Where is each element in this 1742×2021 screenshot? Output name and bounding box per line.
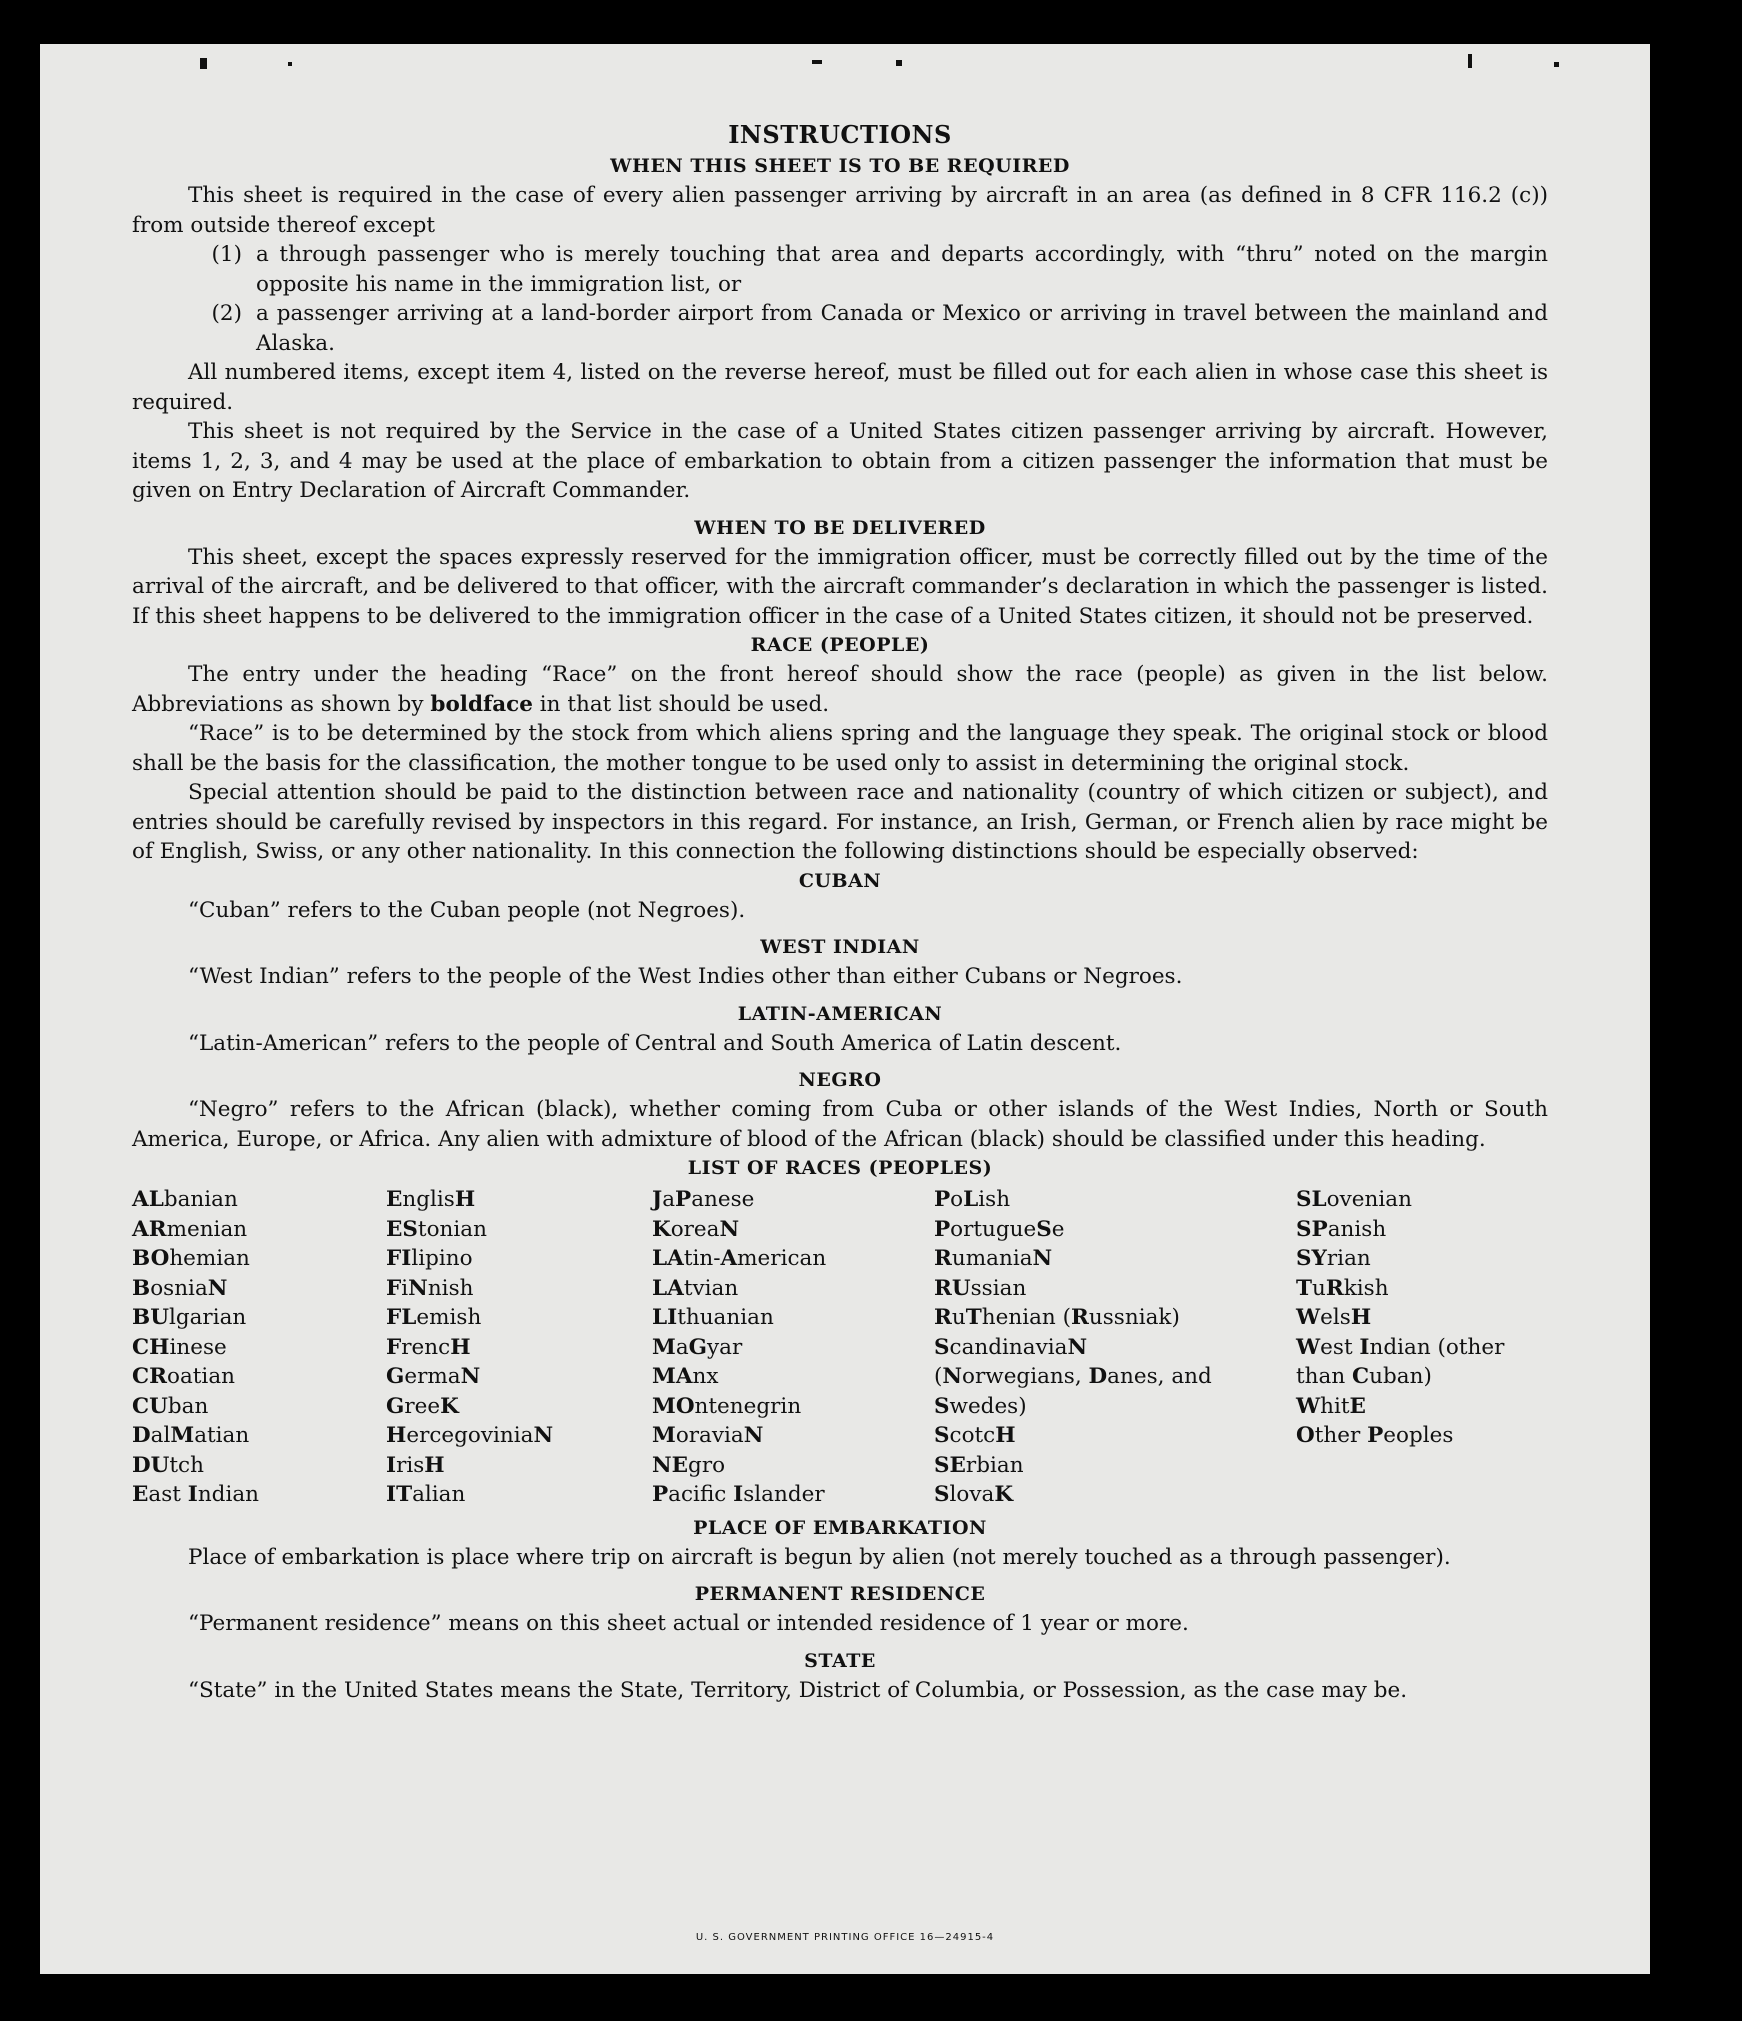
race-text-a: The entry under the heading “Race” on the front hereof should show the race (people) as given in the list below. Abbreviations as shown by [132, 662, 1548, 717]
race-entry: CRoatian [132, 1364, 235, 1389]
race-entry: East Indian [132, 1482, 260, 1507]
race-entry: SLovenian [1296, 1187, 1412, 1212]
race-entry: IrisH [386, 1452, 445, 1478]
race-entry: PoLish [934, 1187, 1011, 1212]
race-entry: JaPanese [652, 1187, 755, 1212]
race-entry: SPanish [1296, 1216, 1387, 1242]
race-entry: DUtch [132, 1452, 204, 1478]
races-column-5 [1296, 1185, 1548, 1510]
residence-paragraph: “Permanent residence” means on this sheet actual or intended residence of 1 year or more. [188, 1611, 1189, 1636]
race-entry: WhitE [1296, 1393, 1366, 1419]
section-heading-race: RACE (PEOPLE) [750, 634, 930, 656]
section-heading-negro: NEGRO [798, 1069, 882, 1091]
exception-item [132, 299, 1548, 358]
latin-american-paragraph: “Latin-American” refers to the people of Central and South America of Latin descent. [188, 1030, 1122, 1056]
scan-mark [288, 62, 292, 66]
section-heading-delivered: WHEN TO BE DELIVERED [694, 516, 986, 539]
scan-mark [200, 58, 207, 69]
required-paragraph: This sheet is required in the case of every alien passenger arriving by aircraft in an area (as defined in 8 CFR 116.2 (c)) from outside thereof except [132, 183, 1548, 238]
race-entry: ScandinaviaN (Norwegians, Danes, and Swedes) [934, 1334, 1212, 1419]
state-paragraph: “State” in the United States means the State, Territory, District of Columbia, or Possession, as the case may be. [188, 1677, 1408, 1703]
race-entry: LIthuanian [652, 1305, 774, 1330]
races-column-3 [652, 1185, 934, 1510]
race-entry: ITalian [386, 1482, 466, 1507]
race-entry: SlovaK [934, 1482, 1014, 1507]
race-paragraph-1 [132, 660, 1548, 719]
section-heading-west-indian: WEST INDIAN [760, 936, 920, 958]
scan-mark [896, 60, 902, 66]
section-heading-cuban: CUBAN [798, 869, 882, 892]
page-title: INSTRUCTIONS [728, 120, 952, 149]
race-entry: RumaniaN [934, 1246, 1053, 1271]
race-entry: FrencH [386, 1334, 471, 1360]
race-text-bold: boldface [430, 691, 533, 717]
race-entry: GermaN [386, 1364, 481, 1389]
document-sheet [40, 44, 1650, 1974]
race-entry: KoreaN [652, 1216, 740, 1242]
race-entry: EStonian [386, 1216, 487, 1242]
race-entry: Pacifc Islander [652, 1482, 825, 1507]
race-entry: MoraviaN [652, 1423, 764, 1448]
section-heading-latin-american: LATIN-AMERICAN [737, 1002, 943, 1025]
race-entry: BUlgarian [132, 1305, 247, 1330]
race-entry: RUssian [934, 1275, 1027, 1301]
races-column-2 [386, 1185, 652, 1510]
exception-text: a passenger arriving at a land-border airport from Canada or Mexico or arriving in travel between the mainland and Alaska. [256, 301, 1548, 356]
races-list [132, 1185, 1548, 1510]
race-entry: EnglisH [386, 1187, 476, 1212]
exception-number: (1) [211, 242, 242, 267]
race-paragraph-2: “Race” is to be determined by the stock from which aliens spring and the language they speak. The original stock or blood shall be the basis for the classification, the mother tongue to be used only to assist in determining the original stock. [132, 721, 1548, 776]
race-entry: CUban [132, 1393, 209, 1419]
cuban-paragraph: “Cuban” refers to the Cuban people (not Negroes). [188, 897, 746, 923]
scan-mark [812, 60, 822, 64]
race-entry: West Indian (other than Cuban) [1296, 1334, 1505, 1389]
delivered-paragraph: This sheet, except the spaces expressly reserved for the immigration officer, must be correctly filled out by the time of the arrival of the aircraft, and be delivered to that officer, with the aircraft commander’s declaration in which the passenger is listed. If this sheet happens to be delivered to the immigration officer in the case of a United States citizen, it should not be preserved. [132, 544, 1548, 629]
negro-paragraph: “Negro” refers to the African (black), whether coming from Cuba or other islands of the West Indies, North or South America, Europe, or Africa. Any alien with admixture of blood of the African (black) should be classified under this heading. [132, 1097, 1548, 1152]
exception-number: (2) [211, 301, 242, 326]
race-entry: BOhemian [132, 1246, 250, 1271]
race-entry: SYrian [1296, 1246, 1371, 1271]
race-entry: ARmenian [132, 1216, 248, 1242]
race-entry: FIlipino [386, 1246, 473, 1271]
west-indian-paragraph: “West Indian” refers to the people of the West Indies other than either Cubans or Negroes. [188, 964, 1183, 989]
list-of-races-heading: LIST OF RACES (PEOPLES) [687, 1157, 993, 1179]
race-entry: TuRkish [1296, 1275, 1389, 1301]
race-entry: ALbanian [132, 1187, 238, 1212]
section-heading-residence: PERMANENT RESIDENCE [694, 1583, 986, 1605]
races-column-1 [132, 1185, 386, 1510]
race-entry: GreeK [386, 1393, 459, 1419]
instructions-body [132, 118, 1548, 1705]
race-entry: RuThenian (Russniak) [934, 1305, 1180, 1330]
race-text-b: in that list should be used. [539, 691, 830, 717]
race-entry: LAtin-American [652, 1246, 827, 1271]
race-entry: CHinese [132, 1334, 227, 1360]
race-entry: LAtvian [652, 1275, 739, 1301]
section-heading-required: WHEN THIS SHEET IS TO BE REQUIRED [610, 155, 1070, 177]
race-entry: MAnx [652, 1364, 719, 1389]
race-entry: FiNnish [386, 1275, 474, 1301]
section-heading-state: STATE [804, 1649, 876, 1672]
races-column-4 [934, 1185, 1296, 1510]
race-entry: DalMatian [132, 1423, 250, 1448]
exception-item [132, 240, 1548, 299]
printing-office-footer: U. S. GOVERNMENT PRINTING OFFICE 16—24915-4 [695, 1932, 995, 1943]
race-entry: MaGyar [652, 1334, 743, 1360]
exception-text: a through passenger who is merely touching that area and departs accordingly, with “thru” noted on the margin opposite his name in the immigration list, or [256, 242, 1548, 297]
race-entry: BosniaN [132, 1275, 228, 1301]
race-entry: NEgro [652, 1452, 726, 1478]
citizen-paragraph: This sheet is not required by the Service in the case of a United States citizen passenger arriving by aircraft. However, items 1, 2, 3, and 4 may be used at the place of embarkation to obtain from a citizen passenger the information that must be given on Entry Declaration of Aircraft Commander. [132, 419, 1548, 503]
scan-mark [1468, 54, 1472, 68]
embarkation-paragraph: Place of embarkation is place where trip on aircraft is begun by alien (not merely touched as a through passenger). [188, 1544, 1451, 1570]
race-entry: HercegoviniaN [386, 1423, 554, 1448]
race-paragraph-3: Special attention should be paid to the distinction between race and nationality (country of which citizen or subject), and entries should be carefully revised by inspectors in this regard. For instance, an Irish, German, or French alien by race might be of English, Swiss, or any other nationality. In this connection the following distinctions should be especially observed: [132, 780, 1548, 864]
race-entry: ScotcH [934, 1423, 1016, 1448]
race-entry: WelsH [1296, 1305, 1372, 1330]
race-entry: PortugueSe [934, 1216, 1065, 1242]
scan-mark [1554, 62, 1559, 67]
section-heading-embarkation: PLACE OF EMBARKATION [693, 1516, 987, 1539]
race-entry: MOntenegrin [652, 1393, 802, 1419]
race-entry: FLemish [386, 1305, 482, 1330]
race-entry: Other Peoples [1296, 1423, 1454, 1448]
numbered-items-paragraph: All numbered items, except item 4, listed on the reverse hereof, must be filled out for each alien in whose case this sheet is required. [132, 360, 1548, 415]
race-entry: SErbian [934, 1452, 1024, 1478]
